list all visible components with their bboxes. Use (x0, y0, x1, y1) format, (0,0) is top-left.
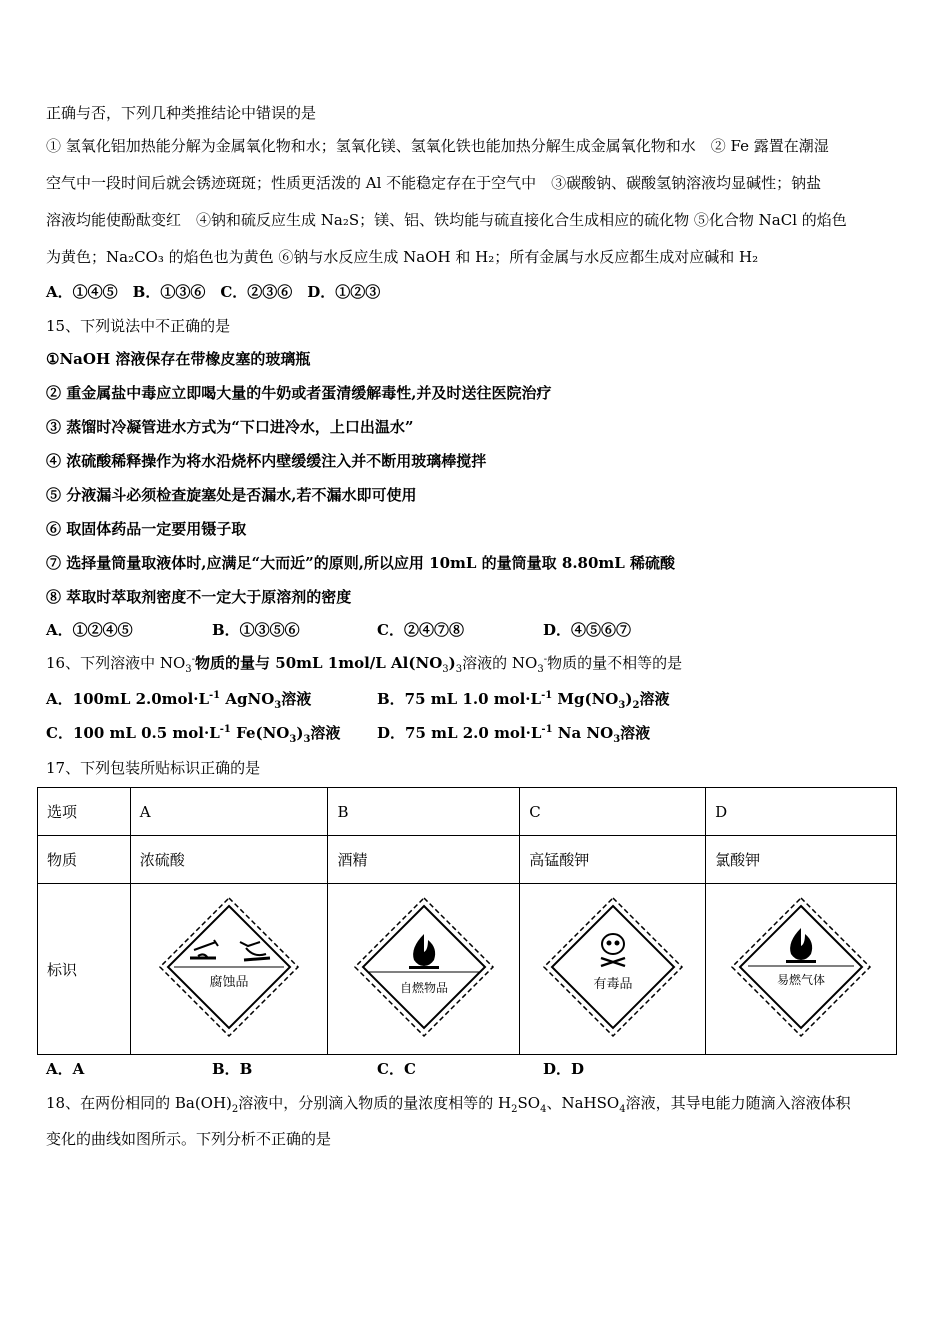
table-cell: 物质 (38, 836, 131, 884)
header-cell: A (130, 788, 328, 836)
q17-label-table (37, 787, 897, 1055)
q17-option-b: B．B (212, 1060, 253, 1078)
q14-line-2: ① 氢氧化铝加热能分解为金属氧化物和水；氢氧化镁、氢氧化铁也能加热分解生成金属氧化物和水 ② Fe 露置在潮湿 (46, 137, 829, 155)
q14-line-4: 溶液均能使酚酞变红 ④钠和硫反应生成 Na₂S；镁、铝、铁均能与硫直接化合生成相应的硫化物 ⑤化合物 NaCl 的焰色 (46, 211, 847, 229)
q15-item-1: ①NaOH 溶液保存在带橡皮塞的玻璃瓶 (46, 350, 311, 368)
skull-sign-icon (538, 892, 688, 1042)
table-row (38, 836, 897, 884)
q15-item-6: ⑥ 取固体药品一定要用镊子取 (46, 520, 247, 538)
flame-sign-icon (349, 892, 499, 1042)
table-row (38, 788, 897, 836)
table-row (38, 884, 897, 1055)
q14-line-5: 为黄色；Na₂CO₃ 的焰色也为黄色 ⑥钠与水反应生成 NaOH 和 H₂；所有金属与水反应都生成对应碱和 H₂ (46, 248, 759, 266)
q16-option-d: D．75 mL 2.0 $mol\cdot L^{-1}$ Na $NO_3$溶液 (377, 724, 651, 745)
q18-line-1: 18、在两份相同的 $Ba(OH)_2$溶液中，分别滴入物质的量浓度相等的 $H_2SO_4$、NaHSO$_4$溶液，其导电能力随滴入溶液体积 (46, 1094, 851, 1115)
table-cell (520, 884, 706, 1055)
q15-item-3: ③ 蒸馏时冷凝管进水方式为“下口进冷水，上口出温水” (46, 418, 414, 436)
table-cell: 高锰酸钾 (520, 836, 706, 884)
sign-text: 自燃物品 (399, 981, 448, 995)
table-cell: 标识 (38, 884, 131, 1055)
header-cell: 选项 (38, 788, 131, 836)
q15-option-d: D．④⑤⑥⑦ (543, 621, 632, 639)
sign-text: 腐蚀品 (209, 975, 249, 990)
flammable-gas-sign-icon (726, 892, 876, 1042)
q17-option-d: D．D (543, 1060, 585, 1078)
sign-text: 有毒品 (593, 977, 633, 992)
q15-title: 15、下列说法中不正确的是 (46, 317, 231, 335)
sign-text: 易燃气体 (777, 973, 826, 987)
q17-title: 17、下列包装所贴标识正确的是 (46, 759, 261, 777)
q15-item-4: ④ 浓硫酸稀释操作为将水沿烧杯内壁缓缓注入并不断用玻璃棒搅拌 (46, 452, 487, 470)
q15-item-2: ② 重金属盐中毒应立即喝大量的牛奶或者蛋清缓解毒性,并及时送往医院治疗 (46, 384, 552, 402)
q15-item-7: ⑦ 选择量筒量取液体时,应满足“大而近”的原则,所以应用 10mL 的量筒量取 8.80mL 稀硫酸 (46, 554, 676, 572)
table-cell: 酒精 (328, 836, 520, 884)
table-cell: 浓硫酸 (130, 836, 328, 884)
q17-option-c: C．C (377, 1060, 416, 1078)
table-cell: 氯酸钾 (706, 836, 897, 884)
q17-option-a: A．A (46, 1060, 85, 1078)
q16-title: 16、下列溶液中 $NO_3^-$物质的量与 50mL 1mol/L $Al(NO_3)_3$溶液的 $NO_3^-$物质的量不相等的是 (46, 654, 683, 675)
q16-option-c: C．100 mL 0.5 $mol\cdot L^{-1}$ $Fe(NO_3)_3$溶液 (46, 724, 341, 745)
q14-line-1: 正确与否，下列几种类推结论中错误的是 (46, 104, 317, 122)
header-cell: C (520, 788, 706, 836)
corrosive-sign-icon (154, 892, 304, 1042)
q15-option-c: C．②④⑦⑧ (377, 621, 464, 639)
table-cell (706, 884, 897, 1055)
q15-item-8: ⑧ 萃取时萃取剂密度不一定大于原溶剂的密度 (46, 588, 352, 606)
q16-option-a: A．100mL $2.0mol\cdot L^{-1}$ AgNO$_3$溶液 (46, 690, 312, 711)
q14-options: A．①④⑤ B．①③⑥ C．②③⑥ D．①②③ (46, 283, 381, 301)
q18-line-2: 变化的曲线如图所示。下列分析不正确的是 (46, 1130, 332, 1148)
header-cell: D (706, 788, 897, 836)
q15-option-b: B．①③⑤⑥ (212, 621, 300, 639)
q16-option-b: B．75 mL 1.0 $mol\cdot L^{-1}$ $Mg(NO_3)_2$溶液 (377, 690, 670, 711)
table-cell (130, 884, 328, 1055)
q15-item-5: ⑤ 分液漏斗必须检查旋塞处是否漏水,若不漏水即可使用 (46, 486, 417, 504)
table-cell (328, 884, 520, 1055)
q14-line-3: 空气中一段时间后就会锈迹斑斑；性质更活泼的 Al 不能稳定存在于空气中 ③碳酸钠、碳酸氢钠溶液均显碱性；钠盐 (46, 174, 822, 192)
header-cell: B (328, 788, 520, 836)
q15-option-a: A．①②④⑤ (46, 621, 133, 639)
